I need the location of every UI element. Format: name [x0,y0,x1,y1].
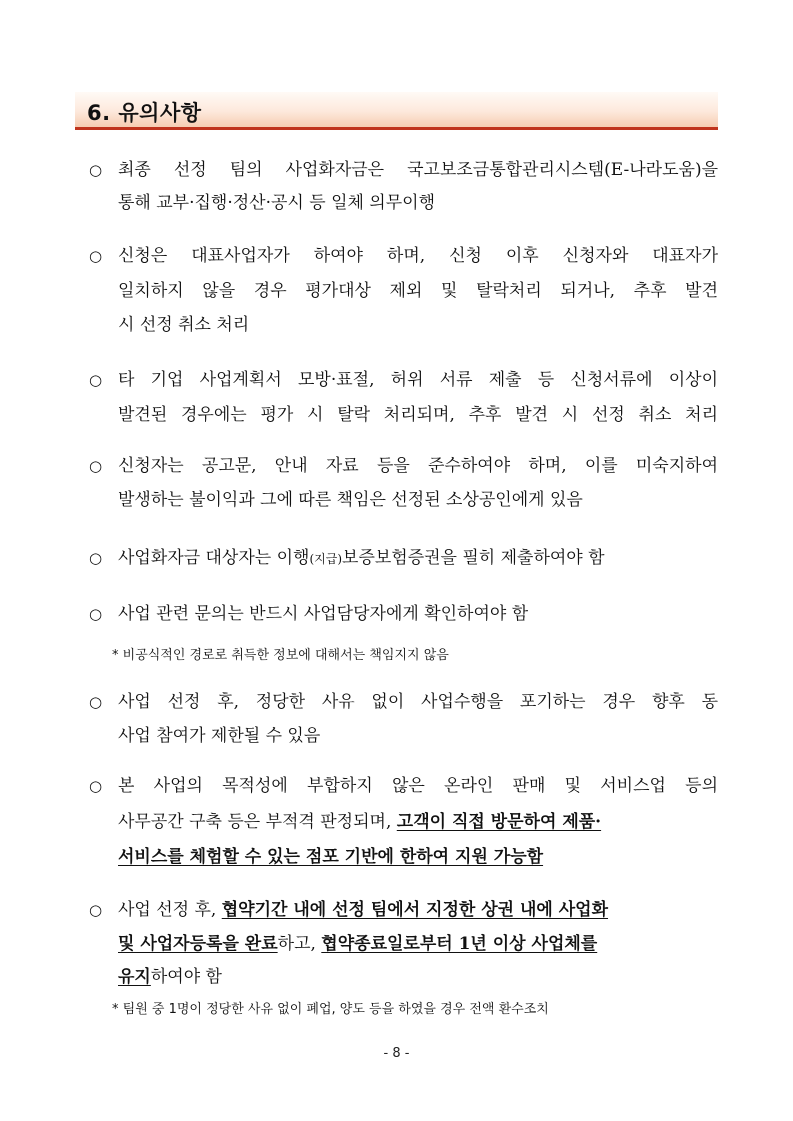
item-line: 타 기업 사업계획서 모방·표절, 허위 서류 제출 등 신청서류에 이상이 [118,370,718,390]
item-line: 일치하지 않을 경우 평가대상 제외 및 탈락처리 되거나, 추후 발견 [118,281,718,301]
item-text: 하여야 함 [150,967,222,987]
emphasis-text: 및 사업자등록을 완료 [118,934,278,954]
bullet-icon: ○ [89,777,103,795]
item-text: 사업화자금 대상자는 이행 [118,548,310,568]
item-line: 신청자는 공고문, 안내 자료 등을 준수하여야 하며, 이를 미숙지하여 [118,456,718,476]
bullet-icon: ○ [89,247,103,265]
item-line: 신청은 대표사업자가 하여야 하며, 신청 이후 신청자와 대표자가 [118,246,718,266]
emphasis-text: 협약기간 내에 선정 팀에서 지정한 상권 내에 사업화 [221,900,609,920]
bullet-icon: ○ [89,693,103,711]
item-text: 보증보험증권을 필히 제출하여야 함 [342,548,605,568]
item-note: * 팀원 중 1명이 정당한 사유 없이 폐업, 양도 등을 하였을 경우 전액 환수조치 [112,1002,549,1017]
item-line [118,933,718,955]
item-text: 사무공간 구축 등은 부적격 판정되며, [118,812,397,832]
item-line: 통해 교부·집행·정산·공시 등 일체 의무이행 [118,193,436,213]
section-title: 6. 유의사항 [87,101,202,125]
item-line [118,899,718,921]
bullet-icon: ○ [89,457,103,475]
page-number: - 8 - [383,1046,410,1061]
item-text: 사업 선정 후, [118,900,222,920]
bullet-icon: ○ [89,901,103,919]
emphasis-text: 서비스를 체험할 수 있는 점포 기반에 한하여 지원 가능함 [118,847,544,867]
item-line: 본 사업의 목적성에 부합하지 않은 온라인 판매 및 서비스업 등의 [118,776,718,796]
section-header [75,92,718,130]
item-text-small: (지급) [309,552,343,566]
item-line [118,547,718,570]
item-note: * 비공식적인 경로로 취득한 정보에 대해서는 책임지지 않음 [112,648,449,663]
item-line: 사업 선정 후, 정당한 사유 없이 사업수행을 포기하는 경우 향후 동 [118,692,718,712]
emphasis-text: 협약종료일로부터 1년 이상 사업체를 [321,934,598,954]
bullet-icon: ○ [89,371,103,389]
bullet-icon: ○ [89,161,103,179]
item-line: 시 선정 취소 처리 [118,315,250,335]
item-line [118,966,718,988]
emphasis-text: 고객이 직접 방문하여 제품· [396,812,602,832]
item-line: 발생하는 불이익과 그에 따른 책임은 선정된 소상공인에게 있음 [118,490,583,510]
item-line: 최종 선정 팀의 사업화자금은 국고보조금통합관리시스템(E-나라도움)을 [118,160,718,180]
bullet-icon: ○ [89,549,103,567]
item-line: 사업 관련 문의는 반드시 사업담당자에게 확인하여야 함 [118,604,529,624]
item-line: 사업 참여가 제한될 수 있음 [118,726,321,746]
item-line [118,811,718,833]
emphasis-text: 유지 [118,967,151,987]
item-text: 하고, [277,934,322,954]
item-line: 발견된 경우에는 평가 시 탈락 처리되며, 추후 발견 시 선정 취소 처리 [118,405,718,425]
bullet-icon: ○ [89,605,103,623]
